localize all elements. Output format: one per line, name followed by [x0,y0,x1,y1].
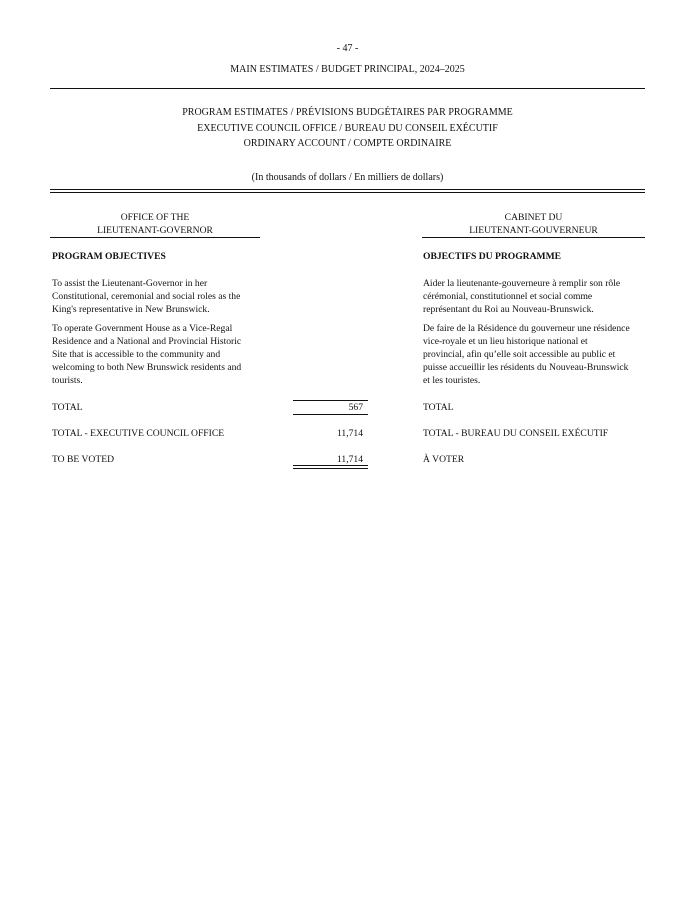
left-column-heading [50,211,260,237]
units-note: (In thousands of dollars / En milliers de dollars) [251,172,444,183]
right-heading-line1: CABINET DU [504,212,563,223]
department-line: EXECUTIVE COUNCIL OFFICE / BUREAU DU CONSEIL EXÉCUTIF [197,123,498,134]
right-heading-line2: LIEUTENANT-GOUVERNEUR [469,225,598,236]
right-paragraph-2: De faire de la Résidence du gouverneur une résidence vice-royale et un lieu historique national et provincial, afin qu’elle soit accessible au public et puisse accueillir les résidents du Nouveau-Brunswick et les touristes. [423,323,630,386]
objectifs-programme-title: OBJECTIFS DU PROGRAMME [423,251,562,262]
total-executive-council-value: 11,714 [336,428,363,439]
header-rule [50,88,645,89]
page-number: - 47 - [336,43,359,54]
total-executive-council-label-en: TOTAL - EXECUTIVE COUNCIL OFFICE [52,428,225,439]
double-rule-top [50,189,645,190]
left-paragraph-1: To assist the Lieutenant-Governor in her Constitutional, ceremonial and social roles as the King's representative in New Brunswick. [52,278,241,315]
total-executive-council-label-fr: TOTAL - BUREAU DU CONSEIL EXÉCUTIF [423,428,609,439]
left-heading-underline [50,237,260,238]
total-value: 567 [348,402,363,413]
to-be-voted-label-fr: À VOTER [423,454,465,465]
voted-double-rule-top [293,465,368,466]
right-paragraph-1: Aider la lieutenante-gouverneure à remplir son rôle cérémonial, constitutionnel et social comme représentant du Roi au Nouveau-Brunswick. [423,278,621,315]
voted-double-rule-bottom [293,468,368,469]
total-label-fr: TOTAL [423,402,454,413]
account-line: ORDINARY ACCOUNT / COMPTE ORDINAIRE [243,138,452,149]
right-heading-underline [422,237,645,238]
to-be-voted-label-en: TO BE VOTED [52,454,115,465]
program-estimates-line: PROGRAM ESTIMATES / PRÉVISIONS BUDGÉTAIRES PAR PROGRAMME [182,107,513,118]
program-objectives-title: PROGRAM OBJECTIVES [52,251,166,262]
to-be-voted-value: 11,714 [336,454,363,465]
right-column-heading [422,211,645,237]
document-title: MAIN ESTIMATES / BUDGET PRINCIPAL, 2024–2025 [230,64,465,75]
left-heading-line2: LIEUTENANT-GOVERNOR [97,225,213,236]
left-heading-line1: OFFICE OF THE [120,212,190,223]
total-label-en: TOTAL [52,402,83,413]
left-paragraph-2: To operate Government House as a Vice-Regal Residence and a National and Provincial Historic Site that is accessible to the community and welcoming to both New Brunswick residents and tourists. [52,323,242,386]
double-rule-bottom [50,192,645,193]
total-bottom-rule [293,414,368,415]
total-top-rule [293,400,368,401]
